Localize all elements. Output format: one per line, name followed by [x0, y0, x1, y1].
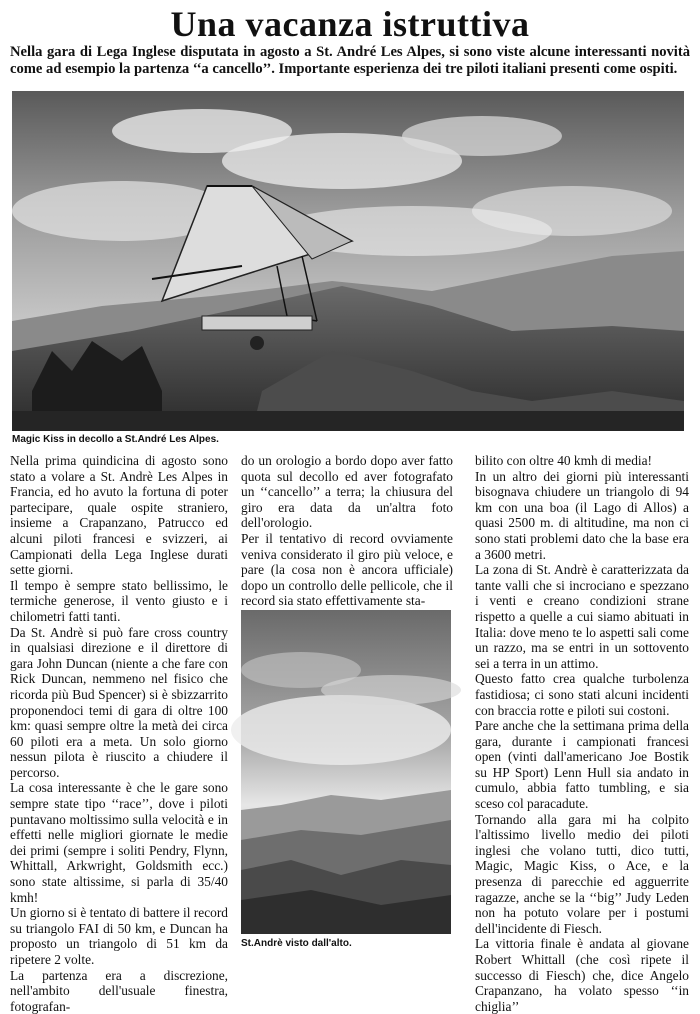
paragraph: La zona di St. Andrè è caratterizzata da tante valli che si incrociano e spezzano i venti e creano condizioni strane rispetto a quelle a cui siamo abituati in Italia: dove meno te lo aspetti sali come un razzo, ma se entri in un sottovento sei a terra in un attimo.: [475, 562, 689, 671]
article-lead: Nella gara di Lega Inglese disputata in agosto a St. André Les Alpes, si sono viste alcune interessanti novità come ad esempio la partenza ‘‘a cancello’’. Importante esperienza dei tre piloti italiani presenti come ospiti.: [10, 44, 690, 77]
paragraph: Il tempo è sempre stato bellissimo, le termiche generose, il vento giusto e i chilometri fatti tanti.: [10, 577, 228, 624]
photo-mid-caption: St.Andrè visto dall'alto.: [241, 938, 352, 949]
article-title: Una vacanza istruttiva: [170, 4, 530, 44]
paragraph: Per il tentativo di record ovviamente veniva considerato il giro più veloce, e pare (la cosa non è ancora ufficiale) dopo un controllo delle pellicole, che il record sia stato effettivamente sta-: [241, 530, 453, 609]
article-column-2: [241, 453, 453, 609]
paragraph: Un giorno si è tentato di battere il record su triangolo FAI di 50 km, e Duncan ha proposto un triangolo di 51 km da ripetere 2 volte.: [10, 905, 228, 967]
paragraph: do un orologio a bordo dopo aver fatto quota sul decollo ed aver fotografato un ‘‘cancello’’ a terra; la chiusura del giro era data da un'altra foto dell'orologio.: [241, 453, 453, 531]
paragraph: bilito con oltre 40 kmh di media!: [475, 453, 653, 468]
paragraph: Tornando alla gara mi ha colpito l'altissimo livello medio dei piloti inglesi che volano tutti, dico tutti, Magic, Magic Kiss, o Ace, e la presenza di parecchie ed agguerrite ragazze, anche se la ‘‘big’’ Judy Leden non ha potuto volare per i postumi dell'incidente di Fiesch.: [475, 811, 689, 936]
article-column-1: [10, 453, 228, 1014]
paragraph: Da St. Andrè si può fare cross country in qualsiasi direzione e il direttore di gara John Duncan (niente a che fare con Rick Duncan, nemmeno nel fisico che ricorda più Bud Spencer) si è sbizzarrito proponendoci temi di gara di oltre 100 km: quasi sempre oltre la metà dei circa 60 piloti era a meta. Un solo giorno nessun pilota è riuscito a chiudere il percorso.: [10, 624, 228, 780]
paragraph: Nella prima quindicina di agosto sono stato a volare a St. Andrè Les Alpes in Francia, ed ho avuto la fortuna di poter partecipare, quale ospite straniero, insieme a Crapanzano, Patrucco ed alcuni piloti francesi e svizzeri, ai Campionati della Lega Inglese durati sette giorni.: [10, 453, 228, 578]
photo-top-caption: Magic Kiss in decollo a St.André Les Alpes.: [12, 434, 219, 445]
paragraph: Questo fatto crea qualche turbolenza fastidiosa; ci sono stati alcuni incidenti con braccia rotte e piloti sui costoni.: [475, 671, 689, 718]
paragraph: Pare anche che la settimana prima della gara, durante i campionati francesi open (vinti dall'americano Joe Bostik su HP Sport) Lenn Hull sia andato in cumulo, abbia fatto tumbling, e sia sceso col paracadute.: [475, 718, 689, 812]
paragraph: In un altro dei giorni più interessanti bisognava chiudere un triangolo di 94 km con una boa (il Lago di Allos) a quasi 2500 m. di altitudine, ma non ci sono stati problemi dato che la base era a 3600 metri.: [475, 468, 689, 562]
photo-aerial-view: [241, 610, 451, 934]
photo-hang-glider-takeoff: [12, 91, 684, 431]
article-column-3: [475, 453, 689, 1014]
paragraph: La cosa interessante è che le gare sono sempre state tipo ‘‘race’’, dove i piloti puntavano moltissimo sulla velocità e in effetti nelle migliori giornate le medie dei primi (sempre i soliti Pendry, Flynn, Whittall, Arkwright, Goldsmith ecc.) sono state altissime, si parla di 35/40 kmh!: [10, 780, 228, 905]
paragraph: La vittoria finale è andata al giovane Robert Whittall (che così ripete il successo di Fiesch) che, dice Angelo Crapanzano, ha volato spesso ‘‘in chiglia’’: [475, 936, 689, 1014]
paragraph: La partenza era a discrezione, nell'ambito dell'usuale finestra, fotografan-: [10, 967, 228, 1014]
